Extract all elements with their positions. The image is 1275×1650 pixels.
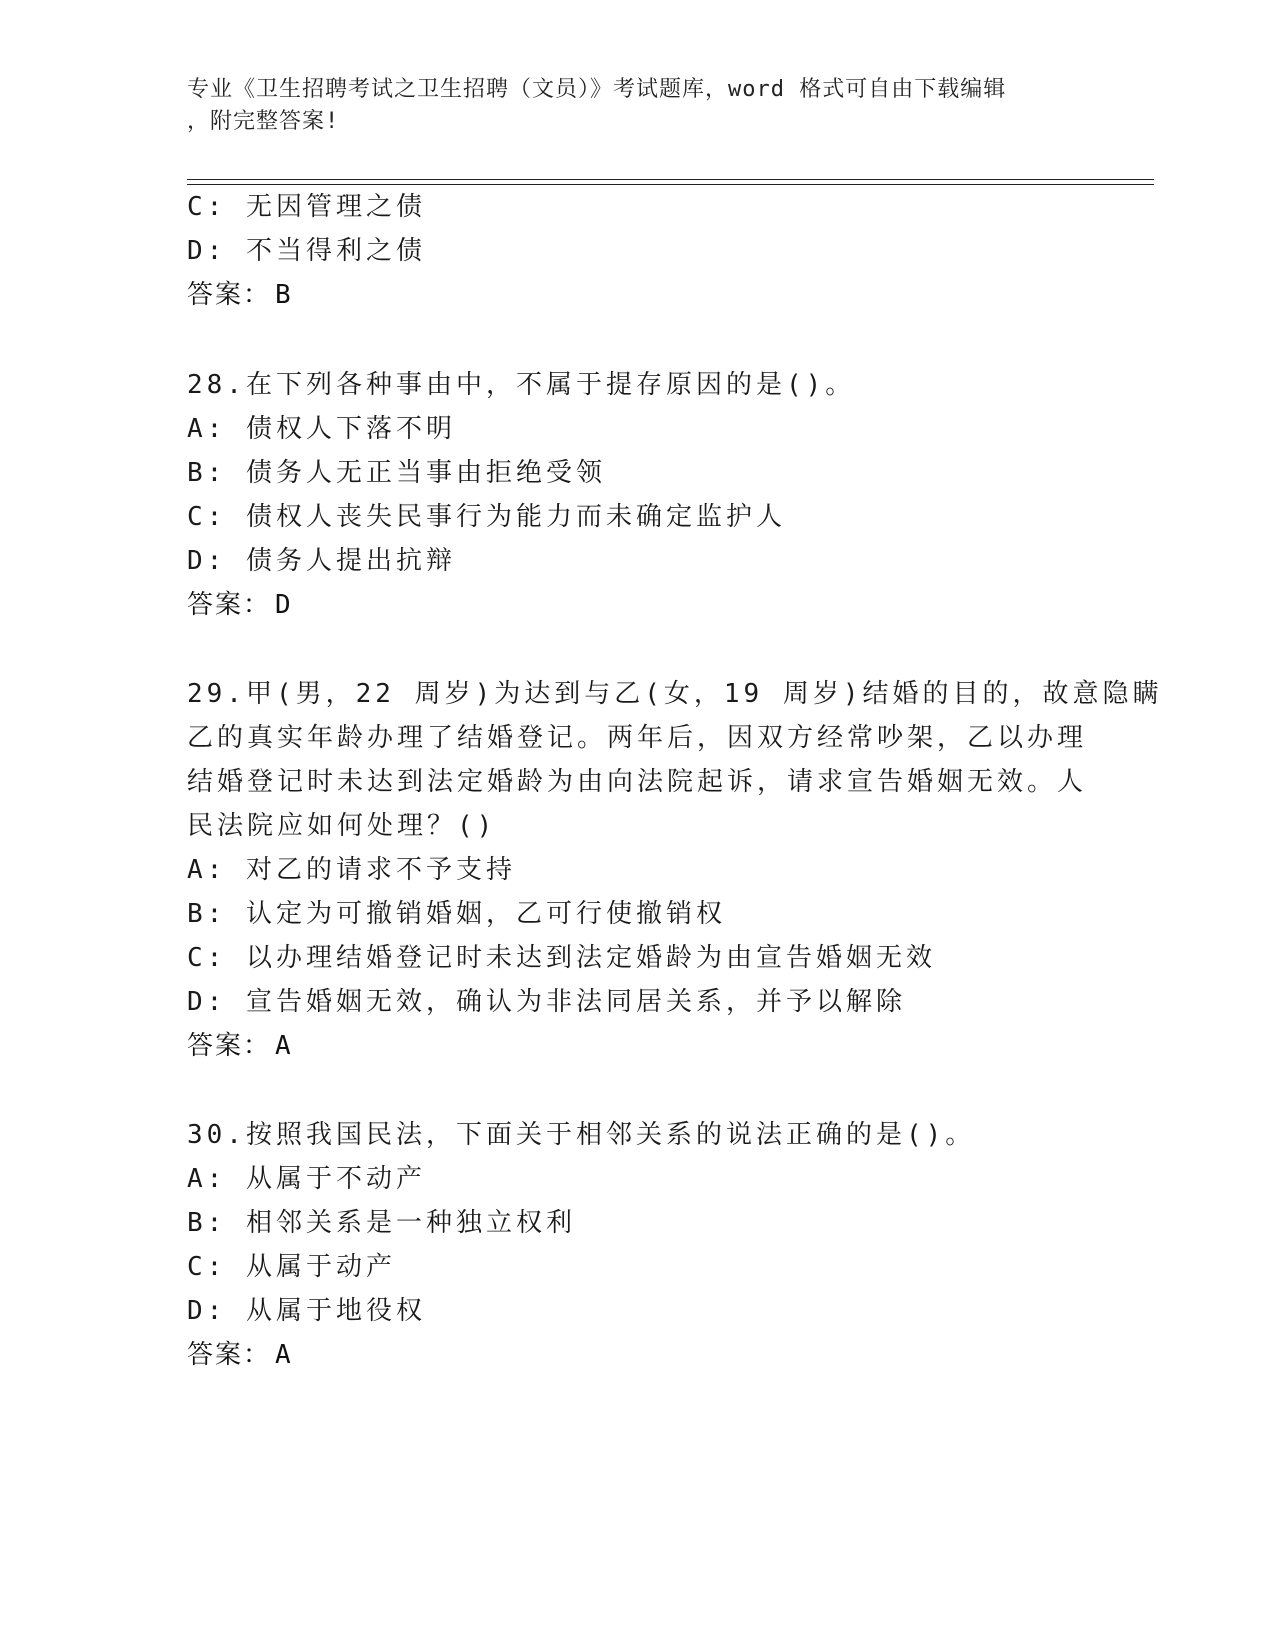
question-28-option-b	[187, 456, 606, 490]
option-label: C:	[187, 943, 227, 973]
document-header	[187, 74, 1067, 138]
option-label: C:	[187, 502, 227, 532]
option-text: 以办理结婚登记时未达到法定婚龄为由宣告婚姻无效	[245, 943, 936, 973]
question-29-option-d	[187, 985, 906, 1019]
option-label: D:	[187, 1296, 227, 1326]
option-text: 宣告婚姻无效，确认为非法同居关系，并予以解除	[245, 987, 906, 1017]
option-text: 从属于动产	[245, 1252, 396, 1282]
question-30-answer	[187, 1338, 293, 1372]
answer-label: 答案：	[187, 590, 272, 620]
header-divider-top	[187, 179, 1154, 180]
option-label: B:	[187, 458, 227, 488]
question-28-option-a	[187, 412, 456, 446]
answer-value: D	[275, 590, 293, 620]
question-29-option-a	[187, 853, 516, 887]
option-text: 从属于地役权	[245, 1296, 426, 1326]
option-label: D:	[187, 546, 227, 576]
answer-label: 答案：	[187, 1340, 272, 1370]
option-label: B:	[187, 1208, 227, 1238]
question-28-answer	[187, 588, 293, 622]
question-30-option-d	[187, 1294, 426, 1328]
option-text: 不当得利之债	[245, 236, 426, 266]
option-text: 债务人提出抗辩	[245, 546, 456, 576]
option-text: 债权人丧失民事行为能力而未确定监护人	[245, 502, 786, 532]
answer-value: A	[275, 1031, 293, 1061]
header-line-1: 专业《卫生招聘考试之卫生招聘（文员）》考试题库，word 格式可自由下载编辑	[187, 77, 1007, 102]
option-text: 债务人无正当事由拒绝受领	[245, 458, 606, 488]
question-30-option-b	[187, 1206, 576, 1240]
question-29-stem-line-1: 29.甲(男，22 周岁)为达到与乙(女，19 周岁)结婚的目的，故意隐瞒	[187, 679, 1163, 709]
option-text: 债权人下落不明	[245, 414, 456, 444]
option-text: 无因管理之债	[245, 192, 426, 222]
option-label: D:	[187, 987, 227, 1017]
answer-value: B	[275, 280, 293, 310]
question-29-option-c	[187, 941, 936, 975]
option-label: D:	[187, 236, 227, 266]
option-text: 相邻关系是一种独立权利	[245, 1208, 576, 1238]
option-label: C:	[187, 1252, 227, 1282]
answer-value: A	[275, 1340, 293, 1370]
question-30-option-a	[187, 1162, 426, 1196]
option-text: 认定为可撤销婚姻，乙可行使撤销权	[245, 899, 726, 929]
option-label: A:	[187, 1164, 227, 1194]
question-29-option-b	[187, 897, 726, 931]
answer-label: 答案：	[187, 1031, 272, 1061]
question-28-option-d	[187, 544, 456, 578]
option-label: A:	[187, 414, 227, 444]
option-text: 对乙的请求不予支持	[245, 855, 516, 885]
question-28-option-c	[187, 500, 786, 534]
question-29-stem-line-3: 结婚登记时未达到法定婚龄为由向法院起诉，请求宣告婚姻无效。人	[187, 767, 1088, 797]
option-text: 从属于不动产	[245, 1164, 426, 1194]
question-28-stem: 28.在下列各种事由中，不属于提存原因的是()。	[187, 370, 856, 400]
option-label: C:	[187, 192, 227, 222]
question-29-stem-line-4: 民法院应如何处理？()	[187, 811, 497, 841]
header-divider-bottom	[187, 184, 1154, 185]
prev-option-d	[187, 234, 426, 268]
answer-label: 答案：	[187, 280, 272, 310]
option-label: B:	[187, 899, 227, 929]
question-29-stem-line-2: 乙的真实年龄办理了结婚登记。两年后，因双方经常吵架，乙以办理	[187, 723, 1088, 753]
prev-answer	[187, 278, 293, 312]
question-30-stem: 30.按照我国民法，下面关于相邻关系的说法正确的是()。	[187, 1120, 976, 1150]
option-label: A:	[187, 855, 227, 885]
question-29-answer	[187, 1029, 293, 1063]
header-line-2: ，附完整答案!	[187, 109, 340, 134]
prev-option-c	[187, 190, 426, 224]
question-30-option-c	[187, 1250, 396, 1284]
